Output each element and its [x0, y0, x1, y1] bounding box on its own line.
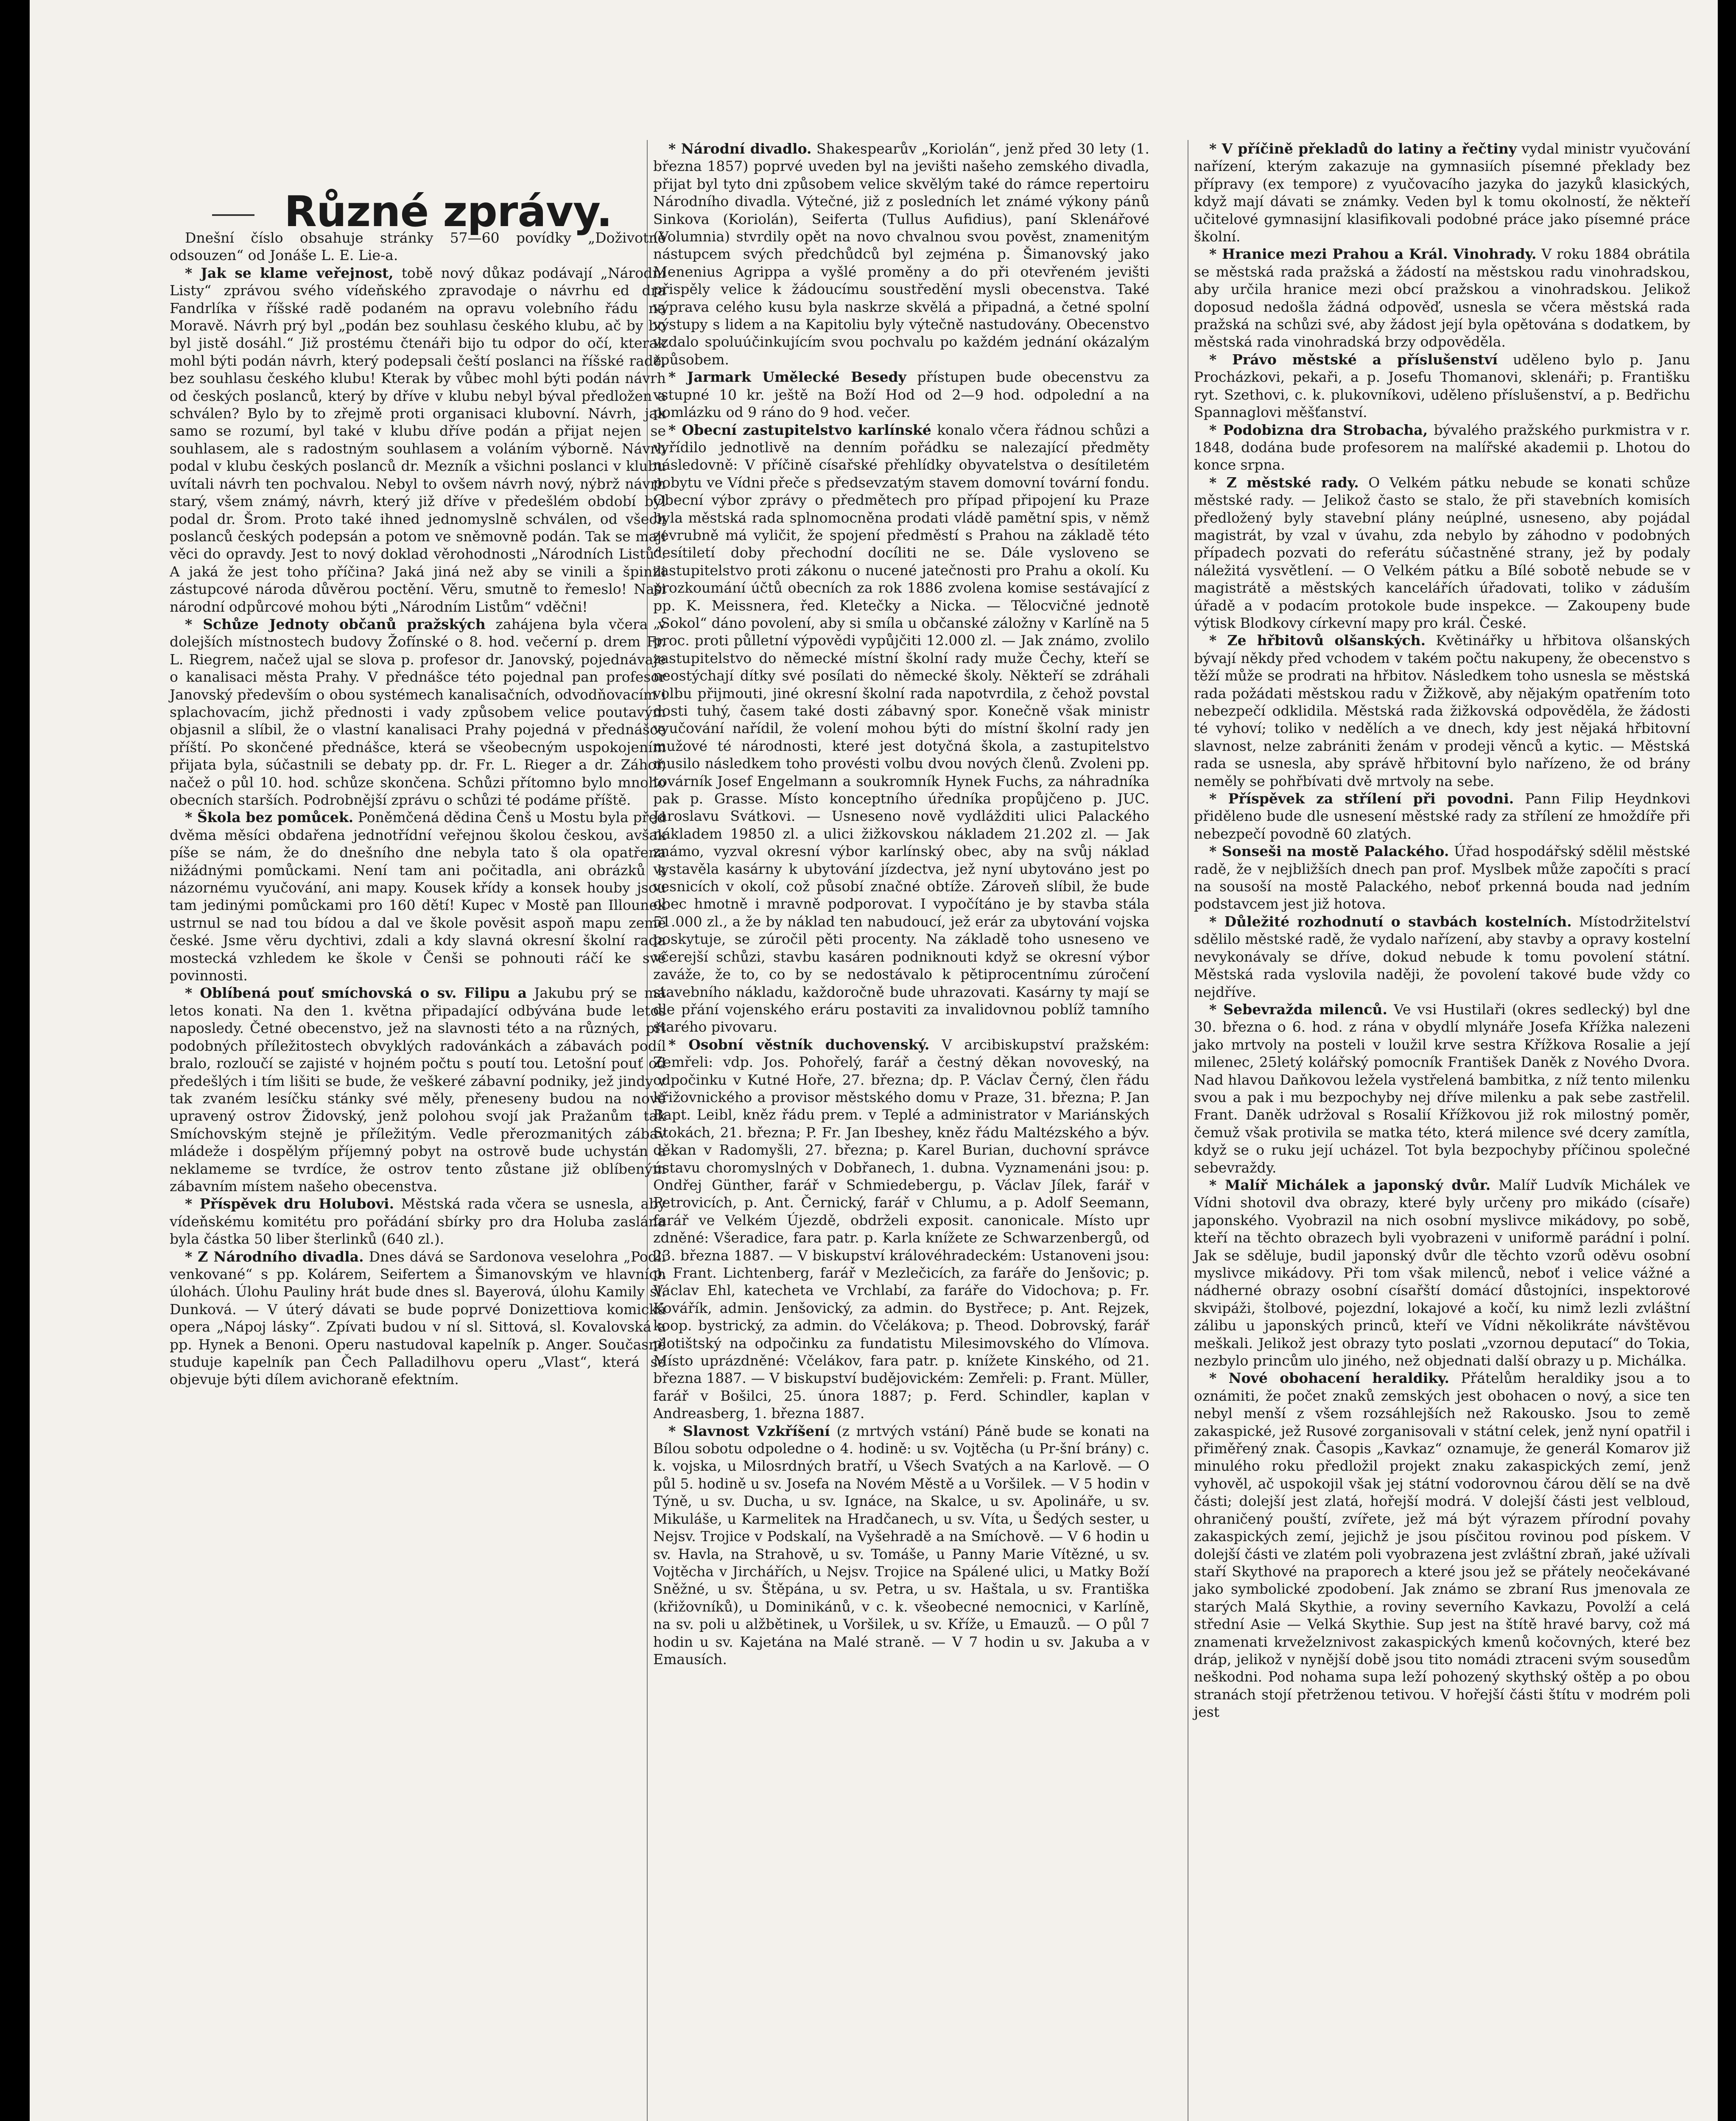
- news-item-heading: * Hranice mezi Prahou a Král. Vinohrady.: [1209, 246, 1537, 263]
- news-item: [1194, 351, 1690, 421]
- news-item: [170, 809, 666, 984]
- news-item: [1194, 632, 1690, 790]
- column-1: [170, 229, 666, 1388]
- news-item: [1194, 790, 1690, 842]
- news-item-heading: * Národní divadlo.: [668, 140, 812, 157]
- news-item-text: (z mrtvých vstání) Páně bude se konati na Bílou sobotu odpoledne o 4. hodině: u sv. Vojtěcha (u Pr-šní brány) c. k. vojska, u Milosrdných bratří, u Všech Svatých a na Karlově. — O půl 5. hodině u sv. Josefa na Novém Městě a u Voršilek. — V 5 hodin v Týně, u sv. Ducha, u sv. Ignáce, na Skalce, u sv. Apolináře, u sv. Mikuláše, u Karmelitek na Hradčanech, u sv. Víta, u Šedých sester, u Nejsv. Trojice v Podskalí, na Vyšehradě a na Smíchově. — V 6 hodin u sv. Havla, na Strahově, u sv. Tomáše, u Panny Marie Vítězné, u sv. Vojtěcha v Jirchářích, u Nejsv. Trojice na Spálené ulici, u Matky Boží Sněžné, u sv. Štěpána, u sv. Petra, u sv. Haštala, u sv. Františka (křižovníků), u Dominikánů, v c. k. všeobecné nemocnici, v Karlíně, na sv. poli u alžbětinek, u Voršilek, u sv. Kříže, u Emauzů. — O půl 7 hodin u sv. Kajetána na Malé straně. — V 7 hodin u sv. Jakuba a v Emausích.: [653, 1422, 1150, 1668]
- news-item-heading: * Malíř Michálek a japonský dvůr.: [1209, 1176, 1491, 1193]
- section-header: [170, 127, 666, 236]
- news-item: [1194, 1001, 1690, 1176]
- news-item-heading: * Podobizna dra Strobacha,: [1209, 421, 1428, 438]
- news-item-heading: * Škola bez pomůcek.: [185, 809, 354, 826]
- news-item-heading: * Schůze Jednoty občanů pražských: [185, 616, 486, 632]
- news-item-text: Dnes dává se Sardonova veselohra „Podlí venkované“ s pp. Kolárem, Seifertem a Šimanovským ve hlavních úlohách. Úlohu Pauliny hrát bude dnes sl. Bayerová, úlohu Kamily sl. Dunková. — V úterý dávati se bude poprvé Donizettiova komická opera „Nápoj lásky“. Zpívati budou v ní sl. Sittová, sl. Kovalovská a pp. Hynek a Benoni. Operu nastudoval kapelník p. Anger. Současně studuje kapelník pan Čech Palladilhovu operu „Vlast“, která se objevuje býti dílem avichoraně efektním.: [170, 1248, 666, 1388]
- news-item-heading: * Z Národního divadla.: [185, 1248, 364, 1265]
- news-item-text: V arcibiskupství pražském: Zemřeli: vdp. Jos. Pohořelý, farář a čestný děkan novoveský, na odpočinku v Kutné Hoře, 27. března; dp. P. Václav Černý, člen řádu křižovnického a provisor městského domu v Praze, 31. března; P. Jan Bapt. Leibl, kněz řádu prem. v Teplé a administrator v Mariánských Stokách, 21. března; P. Fr. Jan Ibeshey, kněz řádu Maltézského a býv. děkan v Radomyšli, 27. března; p. Karel Burian, duchovní správce ústavu choromyslných v Dobřanech, 1. dubna. Vyznamenáni jsou: p. Ondřej Günther, farář v Schmiedebergu, p. Václav Jílek, farář v Petrovicích, p. Ant. Černický, farář v Chlumu, a p. Adolf Seemann, farář ve Velkém Újezdě, obdrželi exposit. canonicale. Místo upr zdněné: Všeradice, fara patr. p. Karla knížete ze Schwarzenbergů, od 23. března 1887. — V biskupství královéhradeckém: Ustanoveni jsou: p. Frant. Lichtenberg, farář v Mezlečicích, za faráře do Jenšovic; p. Václav Ehl, katecheta ve Vrchlabí, za faráře do Vidochova; p. Fr. Kovářík, admin. Jenšovický, za admin. do Bystřece; p. Ant. Rejzek, koop. bystrický, za admin. do Včelákova; p. Theod. Dobrovský, farář plotištský na odpočinku za fundatistu Milesimovského do Vlímova. Místo uprázdněné: Včelákov, fara patr. p. knížete Kinského, od 21. března 1887. — V biskupství budějovickém: Zemřeli: p. Frant. Müller, farář v Bošilci, 25. února 1887; p. Ferd. Schindler, kaplan v Andreasberg, 1. března 1887.: [653, 1036, 1149, 1422]
- news-item-text: tobě nový důkaz podávají „Národní Listy“ zprávou svého vídeňského zpravodaje o návrhu ed dra Fandrlíka v říšské radě podaném na opravu volebního řádu na Moravě. Návrh prý byl „podán bez souhlasu českého klubu, ač by bo byl jistě dosáhl.“ Již prostému čtenáři bijo tu odpor do očí, kterak mohl býti podán návrh, který podepsali čeští poslanci na říšské radě, bez souhlasu českého klubu! Kterak by vůbec mohl býti podán návrh od českých poslanců, který by dříve v klubu nebyl býval předložen a schválen? Bylo by to zřejmě proti organisaci klubovní. Návrh, jak samo se rozumí, byl také v klubu dříve podán a přijat nejen se souhlasem, ale s radostným souhlasem a voláním výborně. Návrh podal v klubu českých poslanců dr. Mezník a všichni poslanci v klubu uvítali návrh ten pochvalou. Nebyl to ovšem návrh nový, nýbrž návrh starý, všem známý, návrh, který již dříve v předešlém období byl podal dr. Šrom. Proto také ihned jednomyslně schválen, od všech poslanců českých podepsán a potom ve sněmovně podán. Tak se mají věci do opravdy. Jest to nový doklad věrohodnosti „Národních Listů“. A jaká že jest toho příčina? Jaká jiná než aby se vinili a špinili zástupcové národa důvěrou poctění. Věru, smutně to řemeslo! Naši národní odpůrcové mohou býti „Národním Listům“ vděčni!: [170, 264, 666, 615]
- news-item-heading: * Nové obohacení heraldiky.: [1209, 1370, 1450, 1387]
- news-item: [653, 1422, 1149, 1668]
- news-item: [1194, 421, 1690, 474]
- news-item: [170, 264, 666, 616]
- news-item-text: Místodržitelství sdělilo městské radě, že vydalo nařízení, aby stavby a opravy kostelní nevykonávaly se dříve, dokud nebude k tomu povolení státní. Městská rada vyslovila naději, že povolení takové bude vždy co nejdříve.: [1194, 913, 1690, 1000]
- news-item-heading: * Obecní zastupitelstvo karlínské: [668, 421, 931, 438]
- news-item: [170, 1195, 666, 1248]
- news-item: [170, 984, 666, 1195]
- news-item-heading: * Ze hřbitovů olšanských.: [1209, 632, 1426, 649]
- news-item-text: Městská rada včera se usnesla, aby vídeňskému komitétu pro pořádání sbírky pro dra Holuba zaslána byla částka 50 liber šterlinků (640 zl.).: [170, 1195, 666, 1248]
- news-item-heading: * Sebevražda milenců.: [1209, 1001, 1387, 1018]
- news-item-heading: * Oblíbená pouť smíchovská o sv. Filipu a: [185, 985, 527, 1002]
- news-item-text: O Velkém pátku nebude se konati schůze městské rady. — Jelikož často se stalo, že při stavebních komisích předložený byly stavební plány neúplné, usneseno, aby pojádal magistrát, by vzal v úvahu, zda nebylo by záhodno v podobných případech pozvati do referátu súčastněné strany, jež by podaly náležitá vysvětlení. — O Velkém pátku a Bílé sobotě nebude se v magistrátě a městských kancelářích úřadovati, toliko v záduším úřadě a v podacím protokole bude inspekce. — Zakoupeny bude výtisk Blodkovy církevní mapy pro král. České.: [1194, 474, 1690, 631]
- news-item: [1194, 140, 1690, 245]
- section-title: Různé zprávy.: [284, 187, 612, 236]
- news-item-text: konalo včera řádnou schůzi a vyřídilo jednotlivě na denním pořádku se nalezající předměty následovně: V příčině císařské přehlídky obyvatelstva o desítiletém pobytu ve Vídni přeče s předsevzatým stavem domovní tovární fondu. Obecní výbor zprávy o předmětech pro případ připojení ku Praze byla městská rada splnomocněna prodati vládě pamětní spis, v němž zevrubně má vyličit, že spojení předměstí s Prahou na základě této desítiletí doby přechodní docíliti ne se. Dále vysloveno se zastupitelstvo proti zákonu o nucené jatečnosti pro Prahu a okolí. Ku prozkoumání účtů obecních za rok 1886 zvolena komise sestávající z pp. K. Meissnera, řed. Kletečky a Nicka. — Tělocvičné jednotě „Sokol“ dáno povolení, aby si smíla u občanské záložny v Karlíně na 5 proc. proti půlletní výpovědi vypůjčiti 12.000 zl. — Jak známo, zvolilo zastupitelstvo do německé místní školní rady muže Čechy, kteří se neostýchají dítky své posílati do německé školy. Někteří se zdráhali volbu přijmouti, jiné okresní školní rada napotvrdila, z čehož povstal dosti tuhý, časem také dosti zábavný spor. Konečně však ministr vyučování nařídil, že volení mohou býti do místní školní rady jen mužové té národnosti, které jest dotyčná škola, a zastupitelstvo musilo následkem toho provésti volbu dvou nových členů. Zvoleni pp. továrník Josef Engelmann a soukromník Hynek Fuchs, za náhradníka pak p. Grasse. Místo konceptního úředníka propůjčeno p. JUC. Jaroslavu Svátkovi. — Usneseno nově vydlážditi ulici Palackého nákladem 19850 zl. a ulici žižkovskou nákladem 21.202 zl. — Jak známo, vyzval okresní výbor karlínský obec, aby na svůj náklad vystavěla kasárny k ubytování jízdectva, jež nyní ubytováno jest po vesnicích v okolí, což působí značné obtíže. Zároveň slíbil, že bude obec hmotně i mravně podporovat. I vypočítáno je by stavba stála 51.000 zl., a že by náklad ten nabudoucí, jež erár za ubytování vojska poskytuje, se zúročil pěti procenty. Na základě toho usneseno ve včerejší schůzi, stavbu kasáren podniknouti když se okresní výbor zaváže, že to, co by se nedostávalo k pětiprocentnímu zúročení stavebního nákladu, každoročně bude uhrazovati. Kasárny ty mají se dle přání vojenského eráru postaviti za invalidovnou poblíž tamního starého pivovaru.: [653, 421, 1149, 1035]
- news-item-heading: * V příčině překladů do latiny a řečtiny: [1209, 140, 1517, 157]
- news-item-heading: * Právo městské a příslušenství: [1209, 351, 1498, 368]
- news-item: [653, 421, 1149, 1036]
- news-item: [1194, 1176, 1690, 1369]
- news-item: [1194, 913, 1690, 1001]
- news-item-text: Přátelům heraldiky jsou a to oznámiti, že počet znaků zemských jest obohacen o nový, a sice ten nebyl menší z všem rozsáhlejších než Rakousko. Jsou to země zakaspické, jež Rusové zorganisovali v státní celek, jenž nyní opatřil i přiměřený znak. Časopis „Kavkaz“ oznamuje, že generál Komarov již minulého roku předložil projekt znaku zakaspických zemí, jenž vyhověl, ač uspokojil však jej státní vodorovnou čárou dělí se na dvě části; dolejší jest zlatá, hořejší modrá. V dolejší části jest velbloud, ohraničený pouští, zvířete, jež má být výrazem přírodní povahy zakaspických zemí, jejichž je jsou písčitou rovinou pod pískem. V dolejší části ve zlatém poli vyobrazena jest zvláštní zbraň, jaké užívali staří Skythové na praporech a které jsou jež se přátely neočekávané jako symbolické zpodobení. Jak známo se zbraní Rus jmenovala ze starých Malá Skythie, a roviny severního Kavkazu, Povolží a celá střední Asie — Velká Skythie. Sup jest na štítě hravé barvy, což má znamenati krveželznivost zakaspických kmenů kočovných, které bez dráp, jelikož v nynější době jsou tito nomádi ztraceni svým sousedům neškodni. Pod nohama supa leží pohozený skythský oštěp a po obou stranách stojí přetrženou tetivou. V hořejší části štítu v modrém poli jest: [1194, 1370, 1690, 1721]
- news-item: [1194, 842, 1690, 913]
- news-item-text: Shakespearův „Koriolán“, jenž před 30 lety (1. března 1857) poprvé uveden byl na jevišti našeho zemského divadla, přijat byl tyto dni způsobem velice skvělým také do rámce repertoiru Národního divadla. Výtečné, již z posledních let známé výkony pánů Sinkova (Koriolán), Seiferta (Tullus Aufidius), paní Sklenářové (Volumnia) stvrdily opět na novo chvalnou svou pověst, znamenitým nástupcem svých předchůdců byl zejména p. Šimanovský jako Menenius Agrippa a vyšlé proměny a do při otevřeném jevišti přispěly velice k žádoucímu soustředění mysli obecenstva. Také výprava celého kusu byla naskrze skvělá a připadná, a četné spolní výstupy s lidem a na Kapitoliu byly výtečně nastudovány. Obecenstvo vzdalo spoluúčinkujícím svou pochvalu po každém jednání okázalým způsobem.: [653, 140, 1149, 368]
- news-item: [653, 140, 1149, 368]
- news-item: [170, 229, 666, 264]
- news-item: [1194, 245, 1690, 350]
- news-item-heading: * Příspěvek za střílení při povodni.: [1209, 790, 1514, 807]
- news-item-heading: * Příspěvek dru Holubovi.: [185, 1195, 394, 1212]
- news-item-text: uděleno bylo p. Janu Procházkovi, pekaři, a p. Josefu Thomanovi, sklenáři; p. Františku ryt. Szethovi, c. k. plukovníkovi, uděleno příslušenství, a p. Bedřichu Spannaglovi měšťanství.: [1194, 351, 1690, 421]
- news-item-text: V roku 1884 obrátila se městská rada pražská a žádostí na městskou radu vinohradskou, aby určila hranice mezi obcí pražskou a vinohradskou. Jelikož doposud nedošla žádná odpověď, usnesla se včera městská rada pražská na schůzi své, aby žádost její byla opětována s dodatkem, by městská rada vinohradská brzy odpověděla.: [1194, 246, 1690, 350]
- news-item: [170, 616, 666, 809]
- news-item-text: Jakubu prý se má letos konati. Na den 1. května připadající odbývána bude letos naposledy. Četné obecenstvo, jež na slavnosti této a na různých, při podobných příležitostech obvyklých radovánkách a zábavách podíl bralo, rozloučí se zajisté v hojném počtu s poutí tou. Letošní pouť od předešlých i tím lišiti se bude, že veškeré zábavní podniky, jež jindy v tak zvaném lesíčku stánky své měly, přeneseny budou na nově upravený ostrov Židovský, jenž polohou svojí jak Pražanům tak Smíchovským stejně je příležitým. Vedle přerozmanitých zábav mládeže i dospělým příjemný pobyt na ostrově bude uchystán a neklameme se tvrdíce, že ostrov tento zůstane již oblíbeným zábavním místem našeho obecenstva.: [170, 985, 666, 1195]
- news-item: [653, 368, 1149, 421]
- news-item: [1194, 1369, 1690, 1721]
- news-item-text: Pann Filip Heydnkovi přiděleno bude dle usnesení městské rady za střílení ze hmoždíře při nebezpečí povodně 60 zlatých.: [1194, 790, 1690, 842]
- news-item-text: Poněmčená dědina Čenš u Mostu byla před dvěma měsíci obdařena jednotřídní veřejnou školou českou, avšak píše se nám, že do dnešního dne nebyla tato š ola opatřena nižádnými pomůckami. Není tam ani počitadla, ani obrázků k názornému vyučování, ani mapy. Kousek křídy a konsek houby jsou tam jedinými pomůckami pro 160 dětí! Kupec v Mostě pan Illounek ustrnul se nad tou bídou a dal ve škole pověsit aspoň mapu země české. Jsme věru dychtivi, zdali a kdy slavná okresní školní rada mostecká vzhledem ke škole v Čenši se pohnouti ráčí ke své povinnosti.: [170, 809, 666, 984]
- news-item-heading: * Sonseši na mostě Palackého.: [1209, 843, 1449, 860]
- news-item-text: Květinářky u hřbitova olšanských bývají někdy před vchodem v takém počtu nakupeny, že obecenstvo s těží může se prodrati na hřbitov. Následkem toho usnesla se městská rada požádati městskou radu v Žižkově, aby nějakým opatřením toto nebezpečí odklidila. Městská rada žižkovská odpověděla, že žádosti té vyhoví; toliko v nedělích a ve dnech, kdy jest nějaká hřbitovní slavnost, nelze zabrániti ženám v prodeji věnců a kytic. — Městská rada se usnesla, aby správě hřbitovní bylo nařízeno, že od brány neměly se pohřbívati dvě mrtvoly na sebe.: [1194, 632, 1690, 789]
- news-item-text: zahájena byla včera v dolejších místnostech budovy Žofínské o 8. hod. večerní p. drem Fr. L. Riegrem, načež ujal se slova p. profesor dr. Janovský, pojednávaje o kanalisaci města Prahy. V přednášce této pojednal pan profesor Janovský především o obou systémech kanalisačních, odvodňovacím i splachovacím, jichž přednosti i vady způsobem velice poutavým objasnil a slíbil, že o vlastní kanalisaci Prahy pojedná v přednášce příští. Po skončené přednášce, která se všeobecným uspokojením přijata byla, súčastnili se debaty pp. dr. Fr. L. Rieger a dr. Záhoř, načež o půl 10. hod. schůze skončena. Schůzi přítomno bylo mnoho obecních starších. Podrobnější zprávu o schůzi té podáme příště.: [170, 616, 666, 808]
- news-item-text: Dnešní číslo obsahuje stránky 57—60 povídky „Doživotně odsouzen“ od Jonáše L. E. Lie-a.: [170, 229, 666, 264]
- news-item-heading: * Slavnost Vzkříšení: [668, 1422, 830, 1439]
- news-item-text: vydal ministr vyučování nařízení, kterým zakazuje na gymnasiích písemné překlady bez přípravy (ex tempore) z vyučovacího jazyka do jazyků klasických, když mají dávati se známky. Veden byl k tomu okolností, že někteří učitelové gymnasijní klasifikovali podobné práce jako písemné práce školní.: [1194, 140, 1690, 245]
- news-item: [170, 1248, 666, 1388]
- news-item-heading: * Jarmark Umělecké Besedy: [668, 369, 906, 386]
- news-item-heading: * Jak se klame veřejnost,: [185, 264, 394, 281]
- news-item-heading: * Důležité rozhodnutí o stavbách kostelních.: [1209, 913, 1572, 930]
- news-item: [1194, 474, 1690, 632]
- column-2: [653, 140, 1149, 1668]
- news-item-text: přístupen bude obecenstvu za vstupné 10 kr. ještě na Boží Hod od 2—9 hod. odpolední a na pomlázku od 9 ráno do 9 hod. večer.: [653, 369, 1149, 421]
- news-item-text: Úřad hospodářský sdělil městské radě, že v nejbližších dnech pan prof. Myslbek může započíti s prací na sousoší na mostě Palackého, neboť prkenná bouda nad jedním podstavcem jest již hotova.: [1194, 843, 1691, 912]
- news-item-text: Malíř Ludvík Michálek ve Vídni shotovil dva obrazy, které byly určeny pro mikádo (císaře) japonského. Vyobrazil na nich osobní myslivce mikádovy, po sobě, kteří na těchto obrazech byli vyobrazeni v uniformě parádní i polní. Jak se sděluje, budil japonský dvůr dle těchto vzorů oděvu osobní myslivce mikádovy. Při tom však milenců, neboť i velice vážné a nádherné obrazy osobní císařští domácí důstojníci, inspektorové skvipáži, štolbové, pojezdní, lokajové a kočí, ku nimž lezli zvláštní zálibu u japonských princů, kteří ve Vídni několikráte návštěvou meškali. Jelikož jest obrazy tyto poslati „vzornou deputací“ do Tokia, nezbylo princům ulo jiného, než objednati další obrazy u p. Michálka.: [1194, 1176, 1690, 1369]
- title-ornament-left: [212, 214, 254, 216]
- news-item: [653, 1036, 1149, 1422]
- column-3: [1194, 140, 1690, 1721]
- news-item-heading: * Z městské rady.: [1209, 474, 1359, 491]
- newspaper-page: [30, 0, 1718, 2121]
- news-item-text: Ve vsi Hustilaři (okres sedlecký) byl dne 30. března o 6. hod. z rána v obydlí mlynáře Josefa Křížka nalezeni jako mrtvoly na posteli v loužil krve sestra Křížkova Rosalie a její milenec, 25letý kolářský pomocník František Daněk z Nového Dvora. Nad hlavou Daňkovou ležela vystřelená bambitka, z níž tento milenku svou a pak i mu bezpochyby nej dříve milenku a pak sebe zastřelil. Frant. Daněk udržoval s Rosalií Křížkovou již rok milostný poměr, čemuž však protivila se matka této, která milence své dcery zamítla, když se o ruku její ucházel. Tot byla bezpochyby příčinou společné sebevraždy.: [1194, 1001, 1690, 1176]
- news-item-heading: * Osobní věstník duchovenský.: [668, 1036, 930, 1053]
- news-item-text: bývalého pražského purkmistra v r. 1848, dodána bude profesorem na malířské akademii p. Lhotou do konce srpna.: [1194, 421, 1690, 473]
